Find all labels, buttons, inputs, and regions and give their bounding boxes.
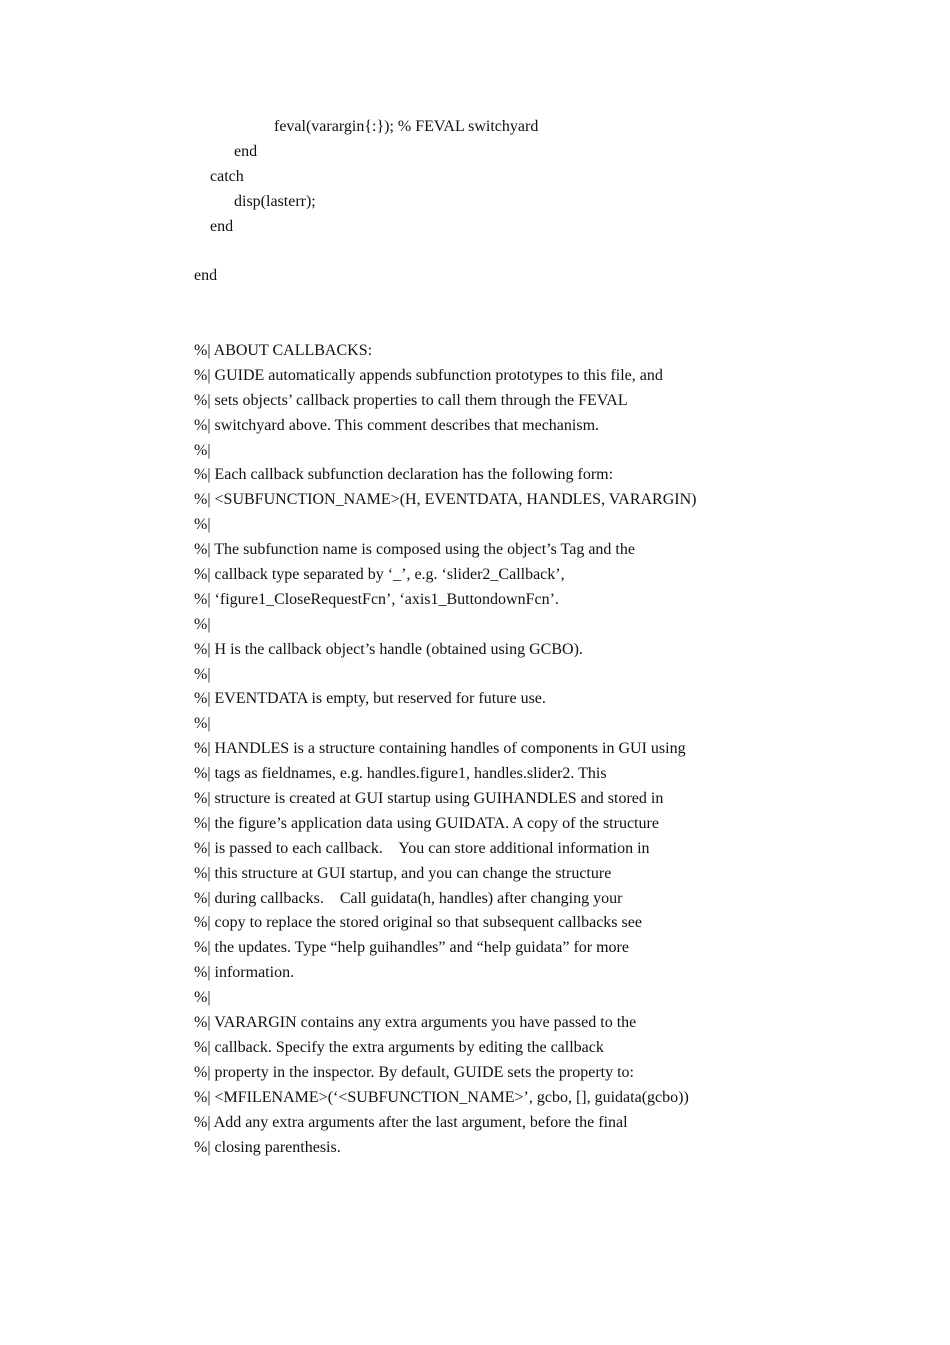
comment-line: %| information. — [194, 964, 295, 982]
comment-line: %| property in the inspector. By default, GUIDE sets the property to: — [194, 1063, 634, 1081]
code-line — [194, 239, 538, 264]
comment-line: %| GUIDE automatically appends subfunction prototypes to this file, and — [194, 366, 663, 384]
comment-block — [194, 339, 696, 1160]
code-line: end — [194, 217, 234, 235]
comment-line: %| is passed to each callback. You can store additional information in — [194, 839, 650, 857]
comment-line: %| this structure at GUI startup, and you can change the structure — [194, 864, 612, 882]
comment-line: %| switchyard above. This comment describes that mechanism. — [194, 416, 600, 434]
comment-line: %| Add any extra arguments after the last argument, before the final — [194, 1113, 628, 1131]
comment-line: %| <MFILENAME>(‘<SUBFUNCTION_NAME>’, gcbo, [], guidata(gcbo)) — [194, 1088, 689, 1106]
comment-line: %| EVENTDATA is empty, but reserved for future use. — [194, 690, 546, 708]
comment-line: %| the figure’s application data using GUIDATA. A copy of the structure — [194, 814, 659, 832]
code-line: end — [194, 267, 218, 285]
comment-line: %| the updates. Type “help guihandles” and “help guidata” for more — [194, 939, 629, 957]
code-block — [194, 115, 538, 289]
comment-line: %| copy to replace the stored original so that subsequent callbacks see — [194, 914, 642, 932]
comment-line: %| ‘figure1_CloseRequestFcn’, ‘axis1_ButtondownFcn’. — [194, 590, 559, 608]
code-line: disp(lasterr); — [194, 192, 316, 210]
comment-line: %| callback type separated by ‘_’, e.g. ‘slider2_Callback’, — [194, 566, 565, 584]
comment-line: %| — [194, 665, 211, 683]
code-line: end — [194, 142, 258, 160]
comment-line: %| <SUBFUNCTION_NAME>(H, EVENTDATA, HANDLES, VARARGIN) — [194, 491, 697, 509]
code-line: feval(varargin{:}); % FEVAL switchyard — [194, 118, 539, 135]
comment-line: %| — [194, 516, 211, 534]
comment-line: %| sets objects’ callback properties to call them through the FEVAL — [194, 391, 628, 409]
comment-line: %| VARARGIN contains any extra arguments you have passed to the — [194, 1014, 637, 1032]
code-line: catch — [194, 167, 244, 185]
comment-line: %| during callbacks. Call guidata(h, handles) after changing your — [194, 889, 623, 907]
comment-line: %| The subfunction name is composed using the object’s Tag and the — [194, 541, 635, 559]
comment-line: %| — [194, 715, 211, 733]
comment-line: %| callback. Specify the extra arguments by editing the callback — [194, 1038, 604, 1056]
comment-line: %| ABOUT CALLBACKS: — [194, 342, 373, 359]
comment-line: %| closing parenthesis. — [194, 1138, 341, 1156]
comment-line: %| — [194, 615, 211, 633]
comment-line: %| H is the callback object’s handle (obtained using GCBO). — [194, 640, 583, 658]
comment-line: %| — [194, 989, 211, 1007]
comment-line: %| structure is created at GUI startup using GUIHANDLES and stored in — [194, 790, 664, 808]
comment-line: %| — [194, 441, 211, 459]
comment-line: %| Each callback subfunction declaration has the following form: — [194, 466, 614, 484]
comment-line: %| tags as fieldnames, e.g. handles.figure1, handles.slider2. This — [194, 765, 607, 783]
comment-line: %| HANDLES is a structure containing handles of components in GUI using — [194, 740, 686, 758]
